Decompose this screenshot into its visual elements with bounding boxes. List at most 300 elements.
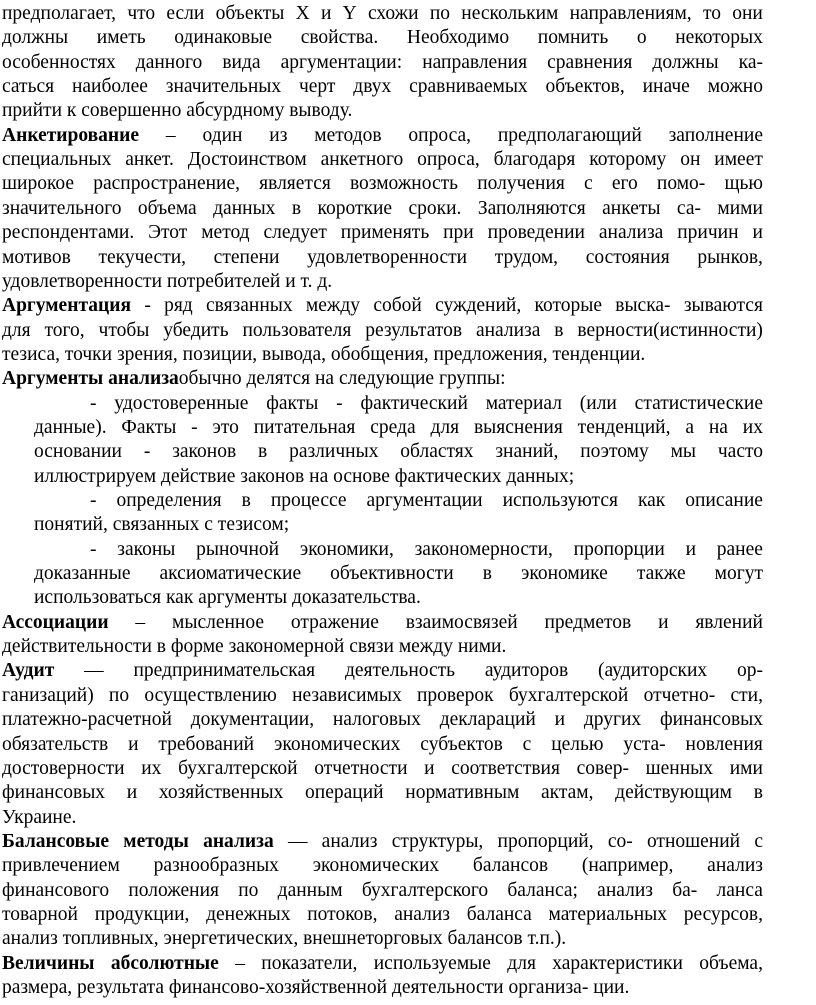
word: —	[287, 830, 308, 852]
word: среда	[370, 416, 416, 438]
word: о	[636, 27, 647, 49]
word: вида	[222, 51, 261, 73]
word: верности(истинности)	[577, 319, 763, 341]
text-run: иллюстрируем действие законов на основе фактических данных;	[34, 465, 575, 487]
word: направления	[422, 51, 528, 73]
word: разнообразных	[153, 855, 279, 877]
word: нескольким	[461, 3, 559, 24]
word: X	[295, 3, 310, 24]
word: доказанные	[34, 563, 131, 585]
word: выска-	[615, 295, 671, 317]
text-run: понятий, связанных с тезисом;	[34, 514, 290, 536]
word: ланса	[716, 879, 763, 901]
word: применять	[340, 222, 430, 244]
word: совер-	[576, 757, 629, 779]
term-heading-word: Аудит	[2, 660, 55, 682]
word: из	[269, 124, 288, 146]
word: опроса,	[408, 124, 472, 146]
word: выяснения	[473, 416, 563, 438]
word: и	[554, 709, 566, 731]
word: –	[165, 124, 176, 146]
text-line	[2, 976, 763, 1000]
text-line	[2, 75, 763, 99]
text-line	[2, 611, 763, 635]
word: которому	[589, 149, 667, 171]
word: объектов,	[545, 76, 625, 98]
word: ранее	[716, 538, 763, 560]
word: действующим	[615, 782, 733, 804]
word: одинаковые	[174, 27, 273, 49]
word: что	[127, 3, 156, 24]
word: его	[611, 173, 638, 195]
word: по	[429, 3, 451, 24]
word: опроса,	[417, 149, 480, 171]
text-run: Украине.	[2, 806, 77, 828]
text-line	[90, 538, 763, 562]
word: обязательств	[2, 733, 109, 755]
word: убедить	[163, 319, 229, 341]
word: с	[522, 733, 532, 755]
word: ими	[729, 757, 763, 779]
text-line	[2, 2, 763, 26]
text-line	[2, 26, 763, 50]
word: со-	[607, 830, 633, 852]
text-line	[2, 270, 763, 294]
word: схожи	[368, 3, 419, 24]
word: это	[212, 416, 239, 438]
term-heading-word: абсолютные	[110, 952, 219, 974]
word: хозяйственных	[158, 782, 284, 804]
text-line	[2, 197, 763, 221]
text-line	[2, 246, 763, 270]
word: целью	[551, 733, 604, 755]
word: ка-	[738, 51, 763, 73]
word: -	[144, 295, 151, 317]
word: -	[90, 538, 97, 560]
word: -	[90, 490, 97, 511]
text-run: удовлетворенности потребителей и т. д.	[2, 270, 333, 292]
word: предполагающий	[497, 124, 642, 146]
word: объема	[137, 197, 197, 219]
word: свойства.	[300, 27, 379, 49]
word: мы	[670, 441, 697, 463]
text-line	[2, 708, 763, 732]
word: уста-	[623, 733, 666, 755]
word: анализ	[597, 879, 653, 901]
word: проверок	[416, 684, 494, 706]
word: зываются	[683, 295, 763, 317]
text-line	[2, 952, 763, 976]
word: и	[424, 757, 435, 779]
word: экономических	[312, 855, 440, 877]
word: между	[305, 295, 361, 317]
word: материальных	[548, 903, 668, 925]
word: и	[320, 3, 332, 24]
word: с	[584, 173, 593, 195]
word: процессе	[270, 490, 347, 511]
word: ба-	[672, 879, 698, 901]
text-line	[2, 830, 763, 854]
word: –	[235, 952, 245, 974]
text-run: тезиса, точки зрения, позиции, вывода, обобщения, предложения, тенденции.	[2, 343, 646, 365]
word: баланса;	[507, 879, 578, 901]
word: текучести,	[98, 246, 187, 268]
word: областях	[400, 441, 474, 463]
term-heading-word: методы	[123, 830, 189, 852]
word: то	[702, 3, 721, 24]
word: положения	[128, 879, 219, 901]
text-line	[2, 172, 763, 196]
word: трудом,	[494, 246, 559, 268]
word: мысленное	[172, 611, 264, 633]
text-line	[34, 586, 763, 610]
word: и	[128, 733, 139, 755]
word: они	[732, 3, 763, 24]
word: направлениям,	[569, 3, 692, 24]
word: характеристики	[552, 952, 683, 974]
text-run: использоваться как аргументы доказательства.	[34, 587, 421, 609]
text-line	[34, 513, 763, 537]
word: используемые	[373, 952, 491, 974]
word: привлечением	[2, 855, 120, 877]
word: осуществлению	[144, 684, 277, 706]
word: заполнение	[668, 124, 763, 146]
text-line	[2, 294, 763, 318]
word: анализ	[394, 903, 451, 925]
word: определения	[116, 490, 222, 511]
word: для	[430, 416, 460, 438]
text-line	[2, 659, 763, 683]
text-run: действительности в форме закономерной связи между ними.	[2, 636, 507, 658]
word: питательная	[253, 416, 356, 438]
word: (например,	[581, 855, 674, 877]
word: (или	[579, 392, 617, 414]
word: мотивов	[2, 246, 71, 268]
word: респондентами.	[2, 222, 135, 244]
word: удостоверенные	[114, 392, 249, 414]
word: которые	[534, 295, 602, 317]
word: объекты	[215, 3, 285, 24]
word: короткие	[317, 197, 393, 219]
word: операций	[305, 782, 384, 804]
word: различных	[289, 441, 379, 463]
word: факты	[266, 392, 319, 414]
word: анкет.	[125, 149, 174, 171]
word: иметь	[96, 27, 146, 49]
word: Факты	[121, 416, 177, 438]
word: –	[135, 611, 146, 633]
word: в	[258, 441, 268, 463]
word: должны	[652, 51, 719, 73]
text-line	[2, 221, 763, 245]
word: налоговых	[332, 709, 421, 731]
word: следует	[263, 222, 327, 244]
word: аксиоматические	[159, 563, 302, 585]
word: ор-	[736, 660, 763, 682]
term-heading-word: анализа	[203, 830, 274, 852]
word: удовлетворенности	[307, 246, 468, 268]
text-line	[2, 806, 763, 830]
word: явлений	[695, 611, 763, 633]
text-run: прийти к совершенно абсурдному выводу.	[2, 100, 353, 122]
word: собой	[373, 295, 422, 317]
word: аудиторов	[484, 660, 569, 682]
term-heading-word: Аргументация	[2, 295, 132, 317]
word: некоторых	[675, 27, 763, 49]
word: метод	[201, 222, 250, 244]
word: для	[507, 952, 536, 974]
word: экономики,	[299, 538, 394, 560]
word: можно	[707, 76, 763, 98]
word: на	[708, 416, 728, 438]
word: сравнения	[547, 51, 633, 73]
word: в	[753, 782, 763, 804]
text-line	[2, 684, 763, 708]
word: аргументации	[366, 490, 483, 511]
word: один	[202, 124, 243, 146]
text-run: размера, результата финансово-хозяйственной деятельности организа- ции.	[2, 977, 630, 998]
word: Этот	[148, 222, 188, 244]
word: ресурсов,	[683, 903, 763, 925]
word: предполагает,	[2, 3, 117, 24]
word: требований	[158, 733, 255, 755]
word: степени	[213, 246, 280, 268]
word: потоков,	[307, 903, 378, 925]
word: са-	[676, 197, 701, 219]
word: соответствия	[451, 757, 560, 779]
word: (аудиторских	[598, 660, 708, 682]
word: значительных	[165, 76, 282, 98]
text-line	[2, 124, 763, 148]
word: причин	[677, 222, 739, 244]
word: Достоинством	[187, 149, 307, 171]
word: должны	[2, 27, 69, 49]
text-line	[2, 879, 763, 903]
word: деклараций	[439, 709, 536, 731]
word: используются	[502, 490, 618, 511]
word: чтобы	[98, 319, 150, 341]
word: саться	[2, 76, 55, 98]
word: шенных	[645, 757, 714, 779]
word: —	[84, 660, 104, 682]
word: мими	[717, 197, 763, 219]
text-line	[2, 99, 763, 123]
word: также	[636, 563, 686, 585]
word: отношений	[646, 830, 741, 852]
term-heading: Аргументы анализа	[2, 368, 179, 390]
word: нормативным	[405, 782, 520, 804]
word: помо-	[656, 173, 706, 195]
text-line	[2, 757, 763, 781]
word: анкеты	[602, 197, 661, 219]
word: того,	[44, 319, 85, 341]
word: их	[141, 757, 162, 779]
word: данного	[135, 51, 203, 73]
word: -	[191, 416, 198, 438]
word: материал	[485, 392, 562, 414]
word: по	[108, 684, 130, 706]
word: данным	[277, 879, 343, 901]
word: -	[143, 441, 151, 463]
word: сти,	[730, 684, 763, 706]
word: бухгалтерской	[178, 757, 298, 779]
word: денежных	[206, 903, 291, 925]
text-run: анализ топливных, энергетических, внешнеторговых балансов т.п.).	[2, 928, 567, 950]
word: субъектов	[420, 733, 503, 755]
word: анкетного	[320, 149, 404, 171]
word: статистические	[634, 392, 763, 414]
word: их	[742, 416, 763, 438]
word: состояния	[585, 246, 670, 268]
word: отчетно-	[643, 684, 716, 706]
word: распространение,	[93, 173, 241, 195]
term-heading-word: Величины	[2, 952, 95, 974]
word: финансового	[2, 879, 110, 901]
word: данные).	[34, 416, 107, 438]
text-line	[2, 635, 763, 659]
word: пользователя	[242, 319, 352, 341]
text-line	[2, 148, 763, 172]
text-line	[2, 733, 763, 757]
word: в	[554, 319, 564, 341]
word: методов	[314, 124, 382, 146]
word: имеет	[714, 149, 763, 171]
word: документации,	[190, 709, 315, 731]
word: ряд	[164, 295, 193, 317]
text-line	[34, 465, 763, 489]
word: предметов	[544, 611, 632, 633]
word: пропорции	[573, 538, 665, 560]
word: закономерности,	[414, 538, 553, 560]
word: структуры,	[391, 830, 484, 852]
word: Y	[342, 3, 357, 24]
word: могут	[714, 563, 763, 585]
word: иначе	[642, 76, 690, 98]
word: и	[752, 222, 763, 244]
text-line	[90, 392, 763, 416]
word: получения	[477, 173, 565, 195]
word: бухгалтерской	[508, 684, 629, 706]
word: для	[2, 319, 31, 341]
term-heading-word: Балансовые	[2, 830, 110, 852]
word: достоверности	[2, 757, 125, 779]
word: значительного	[2, 197, 122, 219]
word: в	[291, 197, 302, 219]
word: в	[482, 563, 492, 585]
word: помнить	[537, 27, 609, 49]
word: сравниваемых	[409, 76, 528, 98]
word: ганизаций)	[2, 684, 94, 706]
term-heading-word: Анкетирование	[2, 124, 140, 146]
word: продукции,	[94, 903, 190, 925]
word: Заполняются	[477, 197, 586, 219]
word: финансовых	[2, 782, 106, 804]
text-line	[34, 440, 763, 464]
word: -	[336, 392, 343, 414]
term-heading-word: Ассоциации	[2, 611, 109, 633]
word: деятельность	[344, 660, 456, 682]
word: товарной	[2, 903, 78, 925]
word: платежно-расчетной	[2, 709, 172, 731]
word: рыночной	[196, 538, 280, 560]
word: рынков,	[697, 246, 763, 268]
word: широкое	[2, 173, 75, 195]
word: является	[259, 173, 331, 195]
word: аргументации:	[280, 51, 403, 73]
word: при	[443, 222, 474, 244]
word: анализ	[321, 830, 378, 852]
word: двух	[353, 76, 392, 98]
word: других	[583, 709, 642, 731]
word: особенностях	[2, 51, 116, 73]
text-line	[2, 781, 763, 805]
word: суждений,	[435, 295, 522, 317]
word: новления	[685, 733, 763, 755]
text-line	[2, 367, 763, 391]
word: наиболее	[71, 76, 148, 98]
word: сроки.	[408, 197, 462, 219]
word: объема,	[699, 952, 763, 974]
word: специальных	[2, 149, 112, 171]
word: благодаря	[493, 149, 576, 171]
word: а	[685, 416, 694, 438]
word: Необходимо	[406, 27, 510, 49]
text-line	[90, 489, 763, 513]
text-line	[2, 319, 763, 343]
word: бухгалтерского	[361, 879, 489, 901]
word: если	[166, 3, 205, 24]
word: взаимосвязей	[405, 611, 518, 633]
word: возможность	[349, 173, 459, 195]
word: балансов	[472, 855, 549, 877]
text-run: обычно делятся на следующие группы:	[178, 368, 506, 390]
word: фактический	[360, 392, 468, 414]
word: по	[238, 879, 259, 901]
text-line	[2, 51, 763, 75]
word: знаний,	[495, 441, 559, 463]
word: предпринимательская	[133, 660, 316, 682]
text-line	[2, 854, 763, 878]
word: актам,	[540, 782, 594, 804]
text-line	[2, 903, 763, 927]
word: анализа	[475, 319, 541, 341]
word: анализа	[598, 222, 664, 244]
word: описание	[685, 490, 763, 511]
word: и	[126, 782, 138, 804]
text-line	[2, 927, 763, 951]
word: экономических	[273, 733, 401, 755]
word: черт	[298, 76, 336, 98]
word: объективности	[330, 563, 454, 585]
word: щью	[724, 173, 763, 195]
word: баланса	[466, 903, 532, 925]
word: с	[754, 830, 763, 852]
word: поэтому	[580, 441, 649, 463]
word: и	[685, 538, 697, 560]
word: он	[680, 149, 701, 171]
word: отражение	[290, 611, 379, 633]
word: пропорций,	[497, 830, 594, 852]
word: независимых	[292, 684, 402, 706]
text-line	[34, 562, 763, 586]
word: тенденций,	[577, 416, 671, 438]
word: показатели,	[261, 952, 358, 974]
word: данных	[213, 197, 276, 219]
word: связанных	[205, 295, 293, 317]
word: часто	[717, 441, 763, 463]
word: законов	[172, 441, 237, 463]
text-line	[2, 343, 763, 367]
